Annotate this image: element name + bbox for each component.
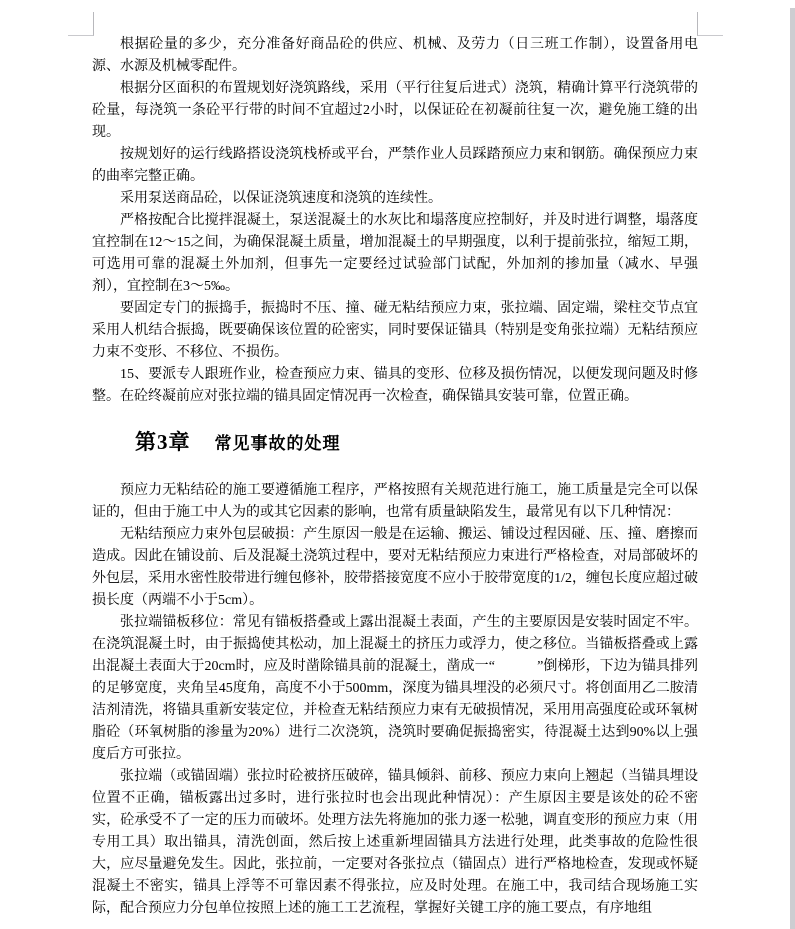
text-boundary-mark-top-left (68, 12, 94, 36)
body-paragraph: 根据砼量的多少，充分准备好商品砼的供应、机械、及劳力（日三班工作制），设置备用电源、水源及机械零配件。 (92, 37, 698, 74)
body-paragraph: 张拉端锚板移位：常见有锚板搭叠或上露出混凝土表面，产生的主要原因是安装时固定不牢。在浇筑混凝土时，由于振捣使其松动，加上混凝土的挤压力或浮力，使之移位。当锚板搭叠或上露出混凝土表面大于20cm时，应及时凿除锚具前的混凝土，凿成一“ ”倒梯形，下边为锚具排列的足够宽度，夹角呈45度角，高度不小于500mm，深度为锚具埋没的必须尺寸。将创面用乙二胺清洁剂清洗，将锚具重新安装定位，并检查无粘结预应力束有无破损情况，采用用高强度砼或环氧树脂砼（环氧树脂的渗量为20%）进行二次浇筑，浇筑时要确促振捣密实，待混凝土达到90%以上强度后方可张拉。 (92, 615, 698, 762)
body-paragraph: 预应力无粘结砼的施工要遵循施工程序，严格按照有关规范进行施工，施工质量是完全可以保证的，但由于施工中人为的或其它因素的影响，也常有质量缺陷发生，最常见有以下几种情况： (92, 483, 698, 520)
body-paragraph: 15、要派专人跟班作业，检查预应力束、锚具的变形、位移及损伤情况，以便发现问题及时修整。在砼终凝前应对张拉端的锚具固定情况再一次检查，确保锚具安装可靠，位置正确。 (92, 367, 698, 404)
body-paragraph: 根据分区面积的布置规划好浇筑路线，采用（平行往复后进式）浇筑，精确计算平行浇筑带的砼量，每浇筑一条砼平行带的时间不宜超过2小时，以保证砼在初凝前往复一次，避免施工缝的出现。 (92, 81, 698, 140)
text-boundary-mark-top-right (697, 12, 723, 36)
chapter-title: 常见事故的处理 (214, 434, 341, 453)
body-paragraph: 要固定专门的振捣手，振捣时不压、撞、碰无粘结预应力束，张拉端、固定端，梁柱交节点宜采用人机结合振捣，既要确保该位置的砼密实，同时要保证锚具（特别是变角张拉端）无粘结预应力束不变形、不移位、不损伤。 (92, 301, 698, 360)
body-paragraph: 按规划好的运行线路搭设浇筑栈桥或平台，严禁作业人员踩踏预应力束和钢筋。确保预应力束的曲率完整正确。 (92, 147, 698, 184)
chapter-number: 第3章 (135, 430, 191, 454)
page-edge-strip (790, 8, 795, 929)
body-paragraph: 无粘结预应力束外包层破损：产生原因一般是在运输、搬运、铺设过程因碰、压、撞、磨擦而造成。因此在铺设前、后及混凝土浇筑过程中，要对无粘结预应力束进行严格检查，对局部破坏的外包层，采用水密性胶带进行缠包修补，胶带搭接宽度不应小于胶带宽度的1/2，缠包长度应超过破损长度（两端不小于5cm）。 (92, 527, 698, 608)
document-body (92, 34, 698, 920)
body-paragraph: 采用泵送商品砼，以保证浇筑速度和浇筑的连续性。 (120, 191, 442, 206)
body-paragraph: 张拉端（或锚固端）张拉时砼被挤压破碎，锚具倾斜、前移、预应力束向上翘起（当锚具埋设位置不正确，锚板露出过多时，进行张拉时也会出现此种情况）：产生原因主要是该处的砼不密实，砼承受不了一定的压力而破坏。处理方法先将施加的张力逐一松驰，调直变形的预应力束（用专用工具）取出锚具，清洗创面，然后按上述重新埋固锚具方法进行处理，此类事故的危险性很大，应尽量避免发生。因此，张拉前，一定要对各张拉点（锚固点）进行严格地检查，发现或怀疑混凝土不密实，锚具上浮等不可靠因素不得张拉，应及时处理。在施工中，我司结合现场施工实际，配合预应力分包单位按照上述的施工工艺流程，掌握好关键工序的施工要点，有序地组 (92, 769, 698, 916)
body-paragraph: 严格按配合比搅拌混凝土，泵送混凝土的水灰比和塌落度应控制好，并及时进行调整，塌落度宜控制在12～15之间，为确保混凝土质量，增加混凝土的早期强度，以利于提前张拉，缩短工期，可选用可靠的混凝土外加剂，但事先一定要经过试验部门试配，外加剂的掺加量（减水、早强剂），宜控制在3～5‰。 (92, 213, 698, 294)
chapter-heading (135, 431, 698, 457)
